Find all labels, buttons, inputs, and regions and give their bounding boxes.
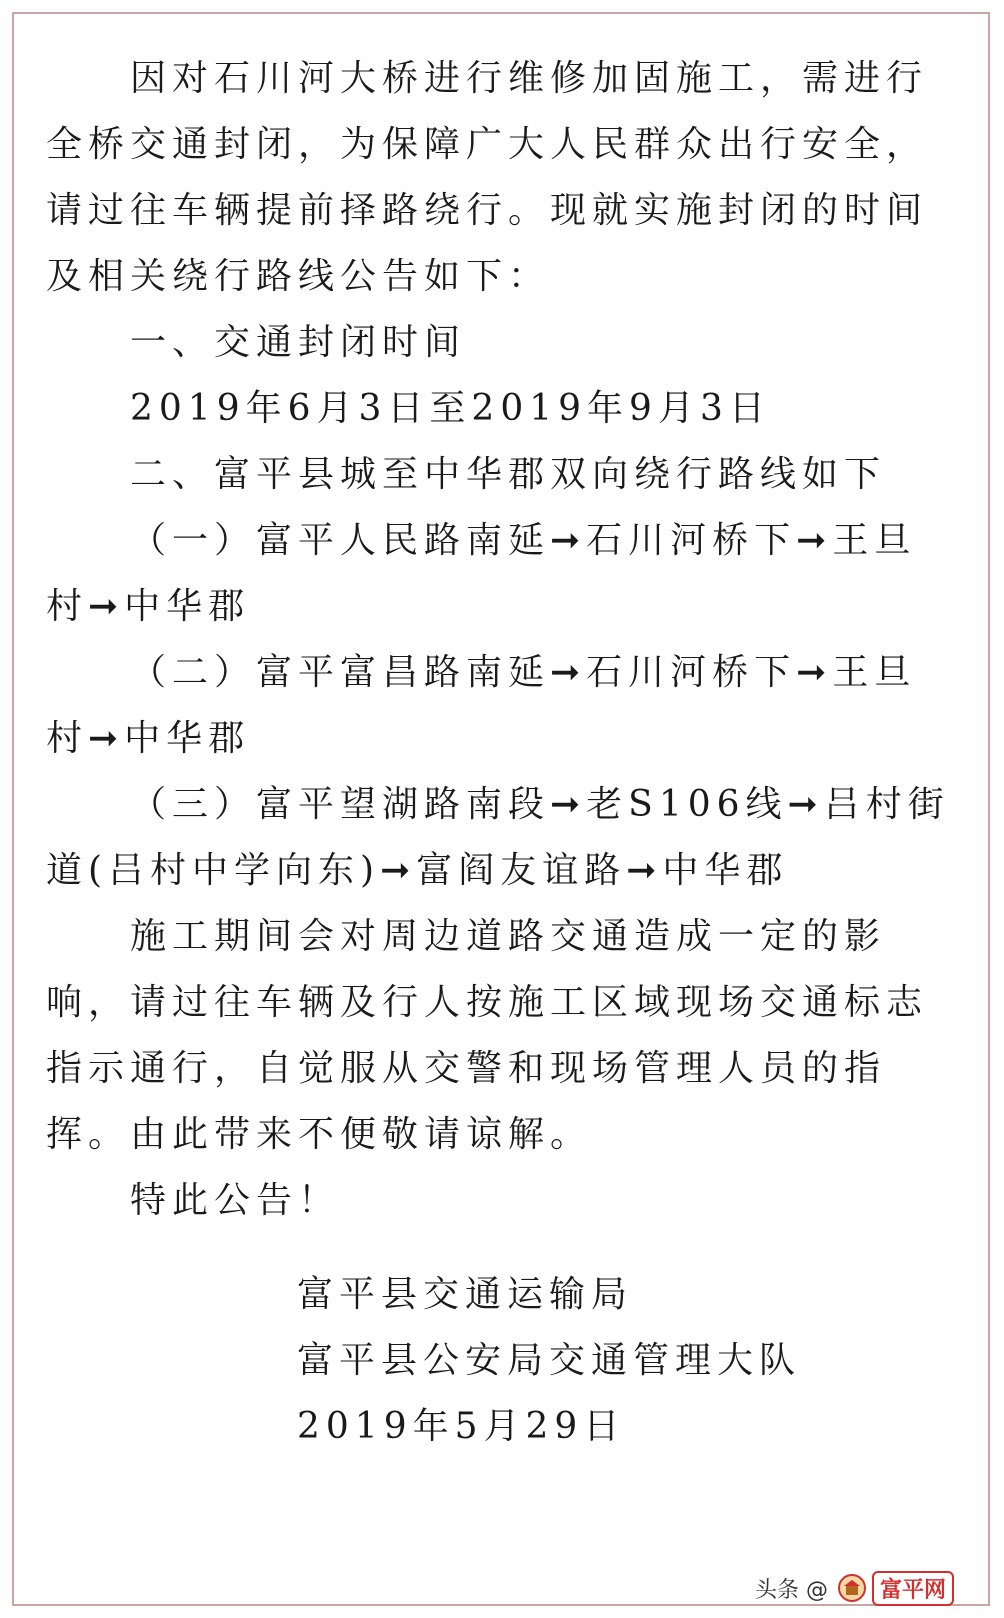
- text-line: 因对石川河大桥进行维修加固施工，需进行: [130, 58, 929, 99]
- text-line: 响，请过往车辆及行人按施工区域现场交通标志: [46, 982, 929, 1023]
- text-line: 及相关绕行路线公告如下：: [46, 256, 551, 297]
- brand-logo: [838, 1571, 954, 1606]
- signature-block: [297, 1262, 801, 1460]
- watermark-text: 头条 @: [754, 1577, 828, 1603]
- signature-org-police: 富平县公安局交通管理大队: [297, 1340, 802, 1381]
- closing-line: 特此公告！: [130, 1180, 341, 1221]
- notice-body: [46, 46, 950, 1234]
- text-line: （二）富平富昌路南延➞石川河桥下➞王旦: [130, 652, 917, 693]
- notice-paragraph: [46, 904, 929, 1168]
- signature-date: 2019年5月29日: [297, 1406, 626, 1447]
- logo-text: 富平网: [872, 1571, 954, 1606]
- text-line: 村➞中华郡: [46, 718, 251, 759]
- text-line: 指示通行，自觉服从交警和现场管理人员的指: [46, 1048, 887, 1089]
- text-line: 全桥交通封闭，为保障广大人民群众出行安全，: [46, 124, 929, 165]
- section2-title: 二、富平县城至中华郡双向绕行路线如下: [130, 454, 887, 495]
- closure-period: 2019年6月3日至2019年9月3日: [130, 388, 771, 429]
- signature-org-transport: 富平县交通运输局: [297, 1274, 634, 1315]
- building-logo-icon: [838, 1574, 866, 1602]
- text-line: 施工期间会对周边道路交通造成一定的影: [130, 916, 887, 957]
- watermark: [755, 1568, 954, 1608]
- text-line: 村➞中华郡: [46, 586, 251, 627]
- text-line: （一）富平人民路南延➞石川河桥下➞王旦: [130, 520, 917, 561]
- route-3: [46, 772, 950, 904]
- text-line: 道(吕村中学向东)➞富阎友谊路➞中华郡: [46, 850, 789, 891]
- route-1: [46, 508, 926, 640]
- text-line: 挥。由此带来不便敬请谅解。: [46, 1114, 593, 1155]
- text-line: 请过往车辆提前择路绕行。现就实施封闭的时间: [46, 190, 929, 231]
- text-line: （三）富平望湖路南段➞老S106线➞吕村街: [130, 784, 950, 825]
- intro-paragraph: [46, 46, 929, 310]
- route-2: [46, 640, 926, 772]
- section1-title: 一、交通封闭时间: [130, 322, 467, 363]
